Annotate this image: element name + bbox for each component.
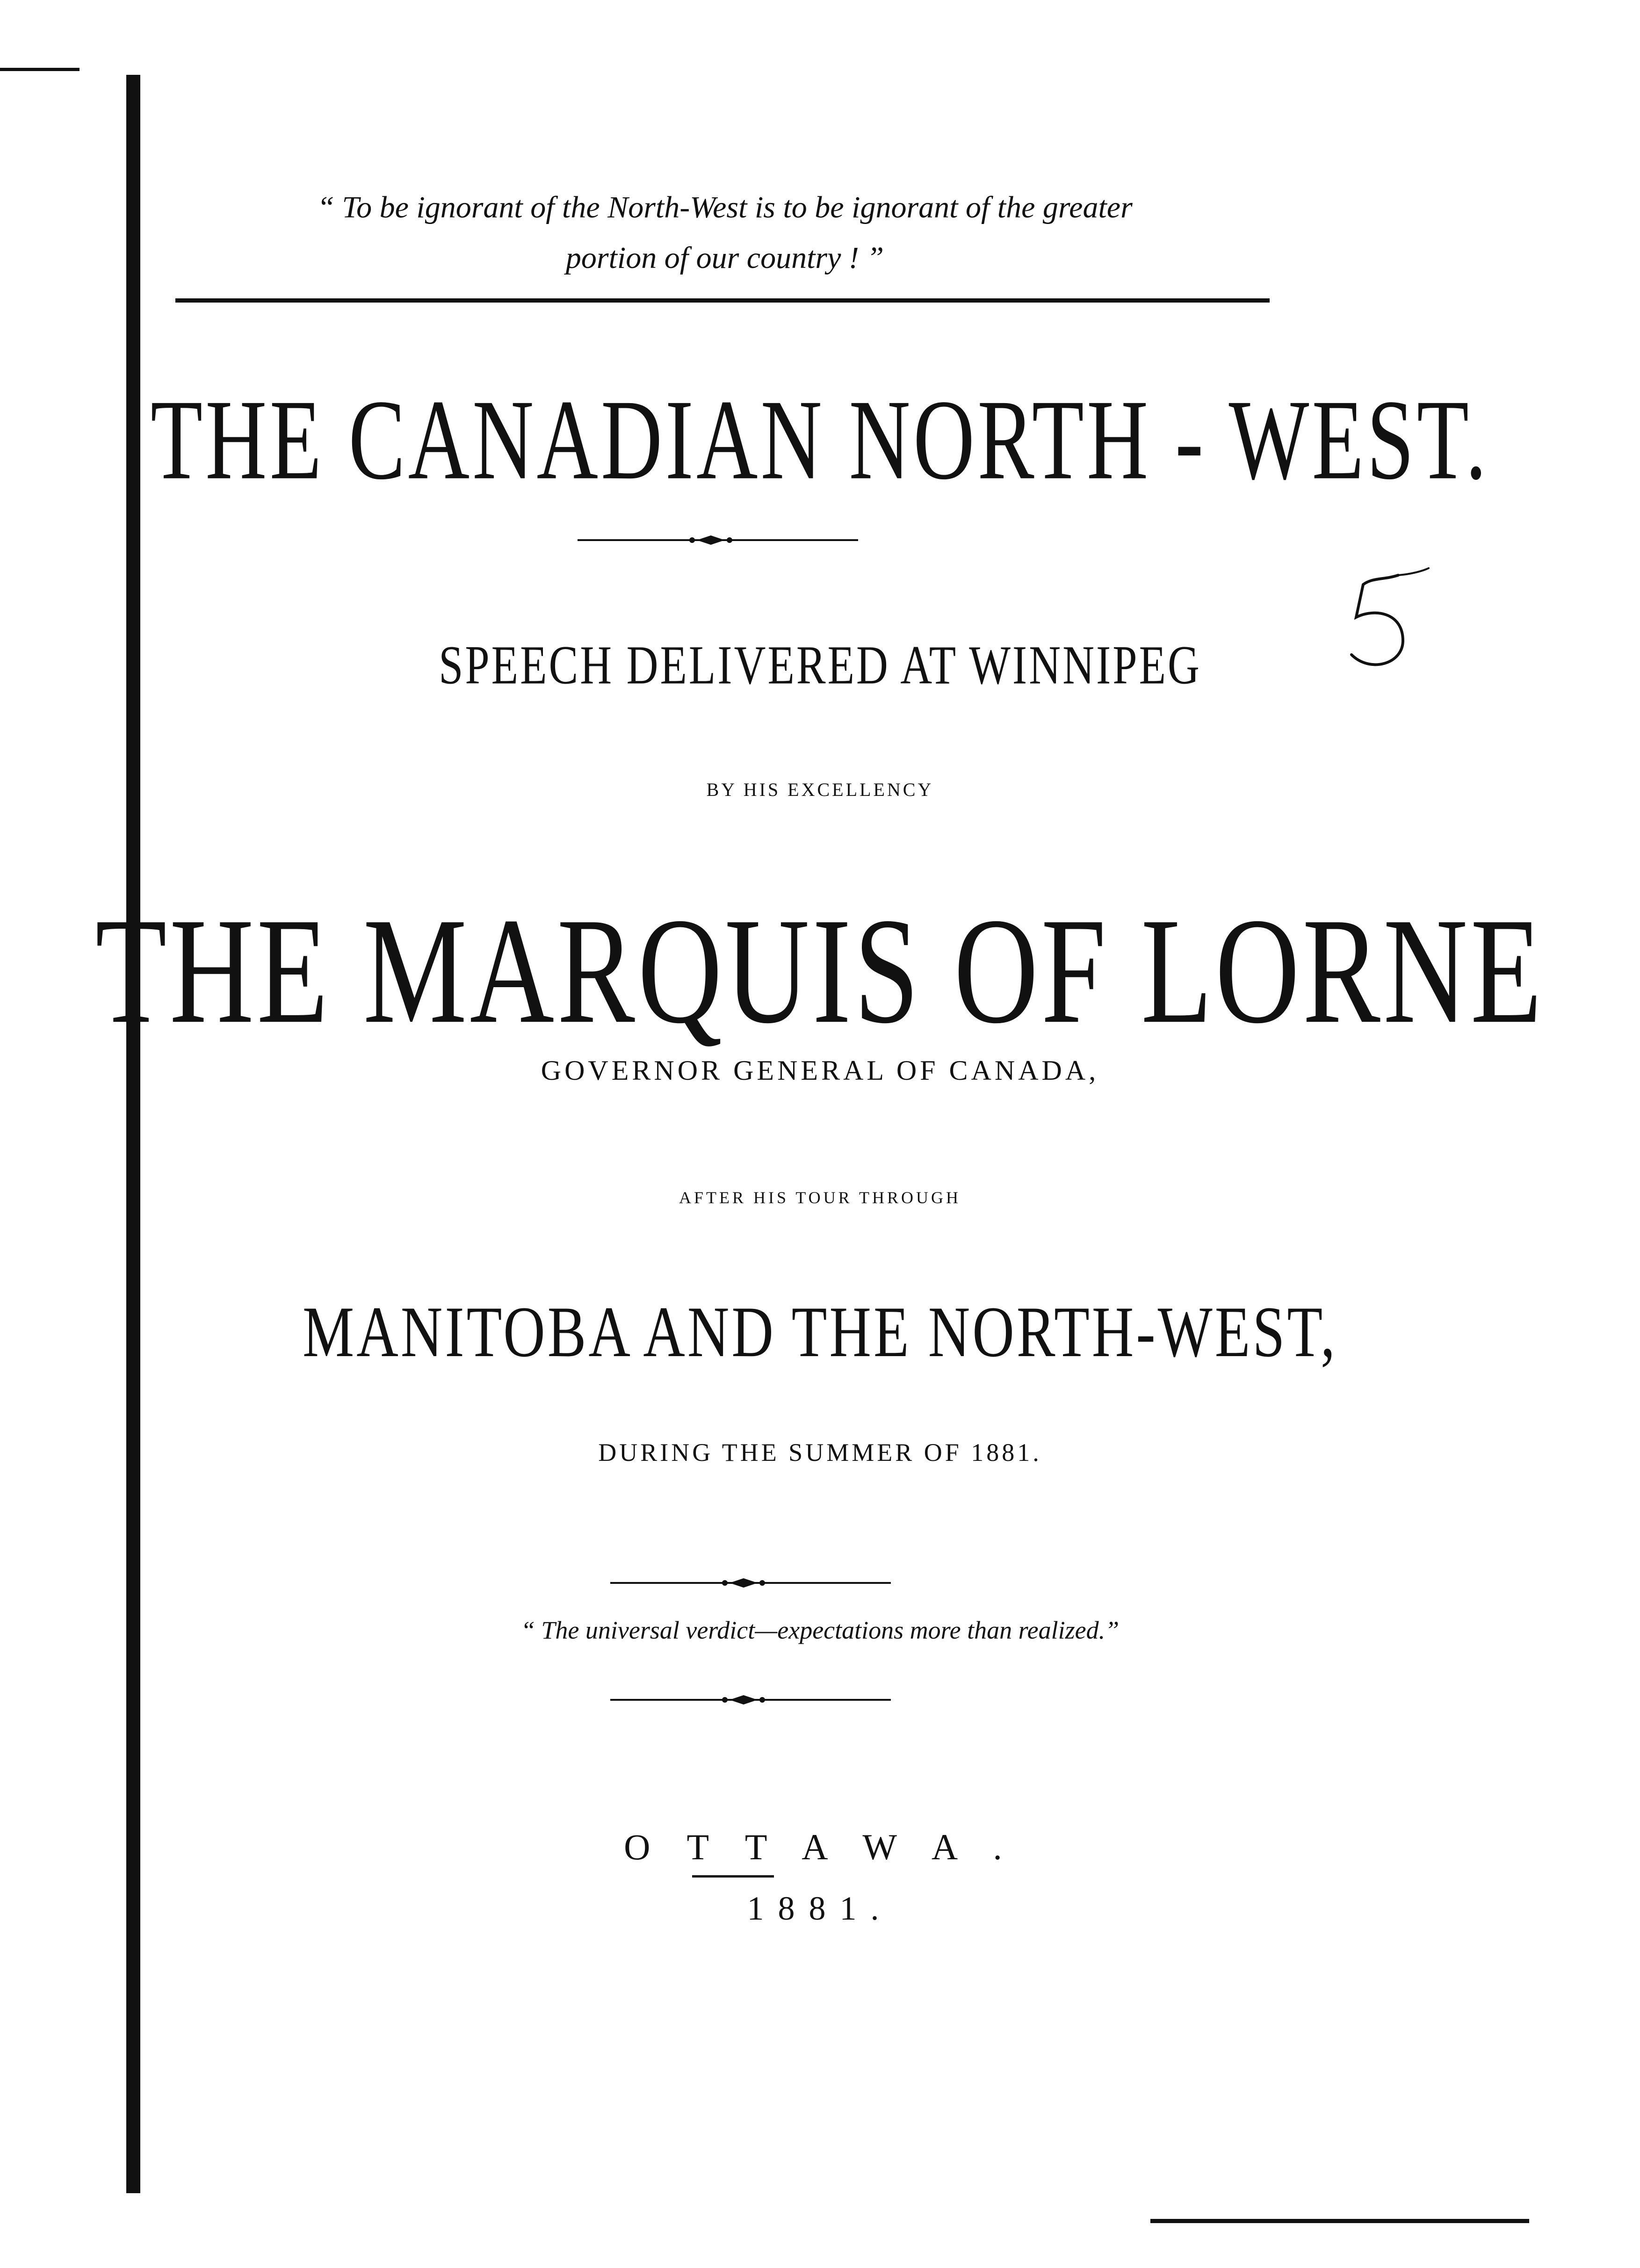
page-title: THE CANADIAN NORTH - WEST. xyxy=(151,376,1489,504)
epigraph-line-2: portion of our country ! ” xyxy=(565,241,884,275)
season-line: DURING THE SUMMER OF 1881. xyxy=(598,1438,1042,1466)
bottom-scan-rule xyxy=(1150,2219,1529,2223)
author-name: THE MARQUIS OF LORNE xyxy=(95,887,1545,1055)
byline: BY HIS EXCELLENCY xyxy=(706,779,934,800)
imprint-rule xyxy=(692,1875,774,1878)
binding-edge-mark xyxy=(0,68,79,71)
region-heading: MANITOBA AND THE NORTH-WEST, xyxy=(303,1292,1337,1372)
top-rule xyxy=(175,298,1270,303)
ornament-divider-3 xyxy=(610,1690,891,1709)
speech-heading: SPEECH DELIVERED AT WINNIPEG xyxy=(439,635,1201,696)
ornament-divider-2 xyxy=(610,1574,891,1592)
verdict-quote: “ The universal verdict—expectations more than realized.” xyxy=(520,1616,1120,1644)
after-tour-line: AFTER HIS TOUR THROUGH xyxy=(679,1188,961,1207)
imprint-city: O T T A W A . xyxy=(624,1827,1016,1867)
imprint-year: 1881. xyxy=(747,1890,893,1927)
ornament-divider-1 xyxy=(578,531,858,549)
handwritten-page-number xyxy=(1328,561,1436,683)
epigraph-line-1: “ To be ignorant of the North-West is to be ignorant of the greater xyxy=(317,190,1133,224)
author-title: GOVERNOR GENERAL OF CANADA, xyxy=(541,1055,1099,1086)
